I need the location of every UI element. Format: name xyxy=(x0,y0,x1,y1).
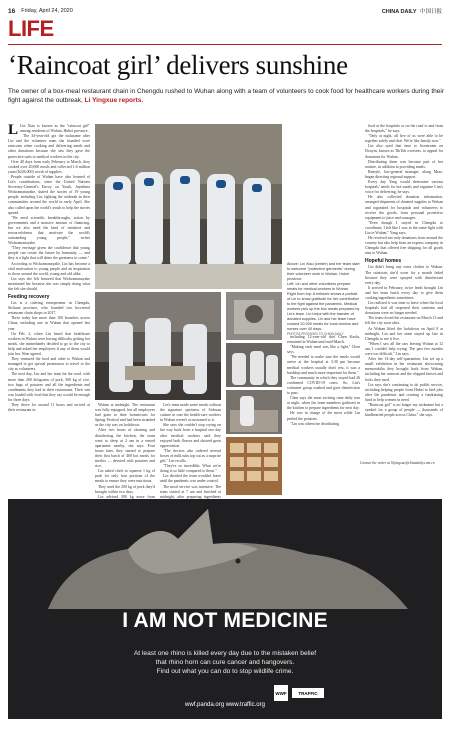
writer-contact: Contact the writer at lilyingxue@chinadaily.com.cn xyxy=(360,461,435,465)
paragraph: The meal service was intensive. The team started at 7 am and finished at midnight, after preparing ingredients xyxy=(160,484,221,499)
paragraph: They ventured the food and other to Wuhan and managed to get special permission to travel to the city as volunteers. xyxy=(8,357,90,372)
paragraph: "They envisage given the confidence that young people can create the future by humanity — and they is a light that will shine the greatness to come." xyxy=(8,246,90,261)
paper-name: CHINA DAILY xyxy=(381,9,417,15)
issue-date: Friday, April 24, 2020 xyxy=(21,8,73,14)
paragraph: He also collected donation information, arranged shipments of donated supplies to Wuhan and organized for hospitals and volunteers to receive the goods, from personal protective equipment to juice and sausages. xyxy=(365,195,443,220)
paragraph: food at the hospitals or on the road to and from the hospitals," he says. xyxy=(365,124,443,134)
paragraph: including 12-year-old chef Chen Kaolu, remained in Wuhan until mid-March. xyxy=(287,335,360,345)
ad-line-2: that rhino horn can cure cancer and hangovers. xyxy=(155,659,295,666)
paragraph: Lin says she's continuing to do public service, including helping people from Hubei to find jobs after the pandemic and creating a fundraising fund to help women in need. xyxy=(365,382,443,402)
masthead-bar xyxy=(8,6,442,16)
headline: ‘Raincoat girl’ delivers sunshine xyxy=(8,50,348,80)
rhino-icon xyxy=(8,499,442,609)
photo-credit: PHOTOS PROVIDED TO CHINA DAILY xyxy=(287,332,344,336)
wwf-advertisement xyxy=(8,499,442,719)
paragraph: "We need scientific breakthroughs, action by governments and a massive amount of financing, but we also need the kind of initiative and resourcefulness that motivate the world's outstanding young people," writes Wickramanayake. xyxy=(8,215,90,246)
paragraph: Lin is a catering entrepreneur in Chengdu, Sichuan province, who founded two box-meal restaurant chain shops in 2017. xyxy=(8,301,90,316)
section-rule xyxy=(8,44,442,45)
paragraph: It arrived in February, twice leads brought Lin and her team lunch every day to give them cooking ingredients sometimes. xyxy=(365,285,443,300)
ad-line-1: At least one rhino is killed every day due to the mistaken belief xyxy=(133,650,317,657)
column-1 xyxy=(8,124,90,496)
column-4 xyxy=(287,335,360,496)
caption-above: Above: Lin Xiao (center) and her team start to welcome "protective garments" during their volunteer work in Wuhan, Hubei province. xyxy=(287,262,360,281)
main-photo xyxy=(95,124,282,289)
paragraph: Lin's team made some meals without the signature spiciness of Sichuan cuisine in case the health-care workers in Wuhan weren't accustomed to it. xyxy=(160,403,221,423)
subheading-feeding: Feeding recovery xyxy=(8,294,50,301)
column-2 xyxy=(95,403,155,499)
paragraph: On Feb. 2, when Lin heard that healthcare workers in Wuhan were having difficulty getting hot meals, she immediately decided to go to the city to help and asked her employees if any of them would join her. Nine agreed. xyxy=(8,331,90,357)
paragraph: Lin realized it was time to leave when the local hospitals had all reopened their canteens and donations were no longer needed. xyxy=(365,301,443,316)
paragraph: He was in charge of the meat while Lin peeled the potatoes. xyxy=(287,411,360,421)
paragraph: Lin asked chefs to squeeze 1 kg of pork for only four portions of the meals to ensure they were nutritious. xyxy=(95,469,155,484)
kitchen-photo-icon xyxy=(95,292,221,400)
paragraph: He received not only donations from around the country but also help from an express company in Chengdu that offered free shipping for all goods sent to Wuhan. xyxy=(365,236,443,256)
paper-name-cn: 中国日报 xyxy=(419,9,442,15)
right-photo-4 xyxy=(226,437,282,495)
paragraph: L Lin Xiao is known as the "raincoat girl" among residents of Wuhan, Hubei province. xyxy=(8,122,90,138)
paragraph: "Even though I stayed in Chengdu to coordinate, I felt like I was in the same fight with Lin in Wuhan," Yang says. xyxy=(365,220,443,235)
paragraph: "Only at night, all five of us were able to be together safely and chat. We're like family now." xyxy=(365,134,443,144)
paragraph: "We needed to make sure the meals would arrive at the hospital at 3:30 pm because medical workers usually don't rest, it was a hardship and much more important for them." xyxy=(287,355,360,375)
wwf-logo-icon: WWF xyxy=(274,685,288,701)
right-photo-2 xyxy=(226,343,282,387)
paragraph: "The doctors also ordered several boxes of milk tubs top cut as a surprise gift," Lin recalls. xyxy=(160,448,221,464)
right-photo-3 xyxy=(226,390,282,434)
paragraph: "Raincoat girl" is no longer my nickname but a symbol for a group of people — thousands of kindhearted people across China," she says. xyxy=(365,402,443,418)
paragraph: The team closed the restaurant on March 13 and left the city soon after. xyxy=(365,316,443,326)
subheading-hopeful: Hopeful homes xyxy=(365,258,402,265)
paragraph: They used the 200 kg of pork they'd brought within two days. xyxy=(95,484,155,494)
column-3 xyxy=(160,403,221,499)
paragraph: After her 14-day self-quarantine, Lin set up a small exhibition in her restaurant showcasing memorabilia they brought back from Wuhan, including her raincoat and the chipped knives and forks they used. xyxy=(365,357,443,382)
paragraph: Over 40 days from early February to March, they cooked over 20,000 meals and collected 1.6 million yuan ($226,000) worth of supplies. xyxy=(8,159,90,174)
paragraph: According to Wickramanayake, Lin has become a vital motivation to young people and an inspiration to those around the world, young and old alike. xyxy=(8,261,90,276)
masthead-right xyxy=(382,7,442,15)
column-5 xyxy=(365,124,443,460)
paragraph: She says she couldn't stop crying on her way back from a hospital one day after medical workers said they enjoyed both flavors and showed great appreciation. xyxy=(160,423,221,448)
paragraph: Lin also used that time to livestream on Douyin, known as TikTok overseas, to appeal for donations for Wuhan. xyxy=(365,144,443,159)
ad-urls: wwf.panda.org www.traffic.org xyxy=(185,702,265,708)
kitchen-photo xyxy=(95,292,221,400)
paragraph: Lin didn't bring any extra clothes to Wuhan. The raincoats she'd worn for a month faded because they were sprayed with disinfectant every day. xyxy=(365,265,443,285)
ad-body xyxy=(8,649,442,676)
paragraph: The next day, Lin and her team hit the road, with more than 200 kilograms of pork, 300 kg of rice, two bags of potatoes and all the ingredients and condiments they had in their restaurants. Their van was loaded with food that they say would be enough for three days. xyxy=(8,372,90,402)
ad-title: I AM NOT MEDICINE xyxy=(122,609,328,632)
deck-text: The owner of a box-meal restaurant chain in Chengdu rushed to Wuhan along with a team of volunteers to cook food for healthcare workers during their fight against the outbreak, xyxy=(8,88,444,104)
portrait-photo-icon xyxy=(226,292,282,340)
paragraph: The 34-year-old got the nickname after Lin and the volunteer team she founded wore raincoats when cooking and delivering meals and other donations because she saw they gave the protective suits to medical workers in the city. xyxy=(8,134,90,159)
paragraph: "When I saw all the cars leaving Wuhan at 12 am, I couldn't help crying. The past few months were too difficult," Lin says. xyxy=(365,341,443,357)
traffic-logo-icon: TRAFFIC xyxy=(292,688,324,698)
paragraph: Rainyle, low-general manager, along Miao, began directing regional support. xyxy=(365,169,443,179)
supplies-photo-icon xyxy=(226,390,282,434)
byline: Li Yingxue reports. xyxy=(84,96,144,104)
photo-captions xyxy=(287,262,360,336)
caption-right: Right from top: A network shows a portrait of Lin to show gratitude for her contribution to the fight against the pandemic. Medical workers pick up the box meals prepared by Lin's team. Lin helps with the transfer of donated supplies. Lin and her team have cooked 20,000 meals for local doctors and nurses over 40 days. xyxy=(287,292,360,331)
ad-line-3: Find out what you can do to stop wildlife crime. xyxy=(156,668,294,675)
paragraph: Wuhan at midnight. The restaurant was fully equipped, but all employees had gone to their hometowns for Spring Festival and had been stranded as the city was on lockdown. xyxy=(95,403,155,428)
caption-left: Left: Lin and other volunteers prepare meals for medical workers in Wuhan. xyxy=(287,282,351,291)
paragraph: As Wuhan lifted the lockdown on April 8 at midnight, Lin and her team stayed up late in Chengdu to see it live. xyxy=(365,326,443,341)
paragraph: Chen says the most exciting time daily was at night, when the team members gathered in the kitchen to prepare ingredients for next day. xyxy=(287,396,360,411)
paragraph: Three today has more than 100 branches across China, including one in Wuhan that opened last year. xyxy=(8,316,90,331)
volunteers-photo-icon xyxy=(95,124,282,289)
masthead-left xyxy=(8,8,73,15)
right-photo-1 xyxy=(226,292,282,340)
paragraph: The community in which they stayed had 26 confirmed COVID-19 cases. So, Lin's volunteer group washed and gave disinfection to pass. xyxy=(287,375,360,396)
paragraph: After two hours of cleaning and disinfecting the kitchen, the team went to sleep at 2 am in a rented apartment nearby, she says. Four hours later, they started to prepare their first batch of 400 hot meals for medics — devoted with potatoes and rice. xyxy=(95,428,155,469)
deck xyxy=(8,88,444,105)
drop-cap: L xyxy=(8,122,19,138)
col1-paras xyxy=(8,124,90,292)
paragraph: Distributing them was become part of her routine, in addition to providing meals. xyxy=(365,159,443,169)
paragraph: Lin decided the team wouldn't leave until the pandemic was under control. xyxy=(160,474,221,484)
paragraph: People outside of Wuhan have also learned of Lin's contributions, since the United Nations Secretary-General's Envoy on Youth, Jayathma Wickramanayake, shared the stories of 19 young people, including Lin, fighting the outbreak in their communities around the world in early April. She also called upon the world's youth to help the stories spread. xyxy=(8,174,90,215)
paragraph: "Making each meal was like a fight," Chen says. xyxy=(287,345,360,355)
page-number: 16 xyxy=(8,7,16,15)
paragraph: Lin says she felt honored that Wickramanayake mentioned her because she was simply doing what she felt she should. xyxy=(8,276,90,291)
meals-photo-icon xyxy=(226,437,282,495)
paragraph: They drove for around 11 hours and arrived at their restaurant in xyxy=(8,402,90,413)
ad-logos xyxy=(274,685,324,701)
paragraph: Lin advised 300 kg more from xyxy=(98,494,155,499)
paragraph: "Lin was otherwise distributing xyxy=(290,421,340,426)
section-title: LIFE xyxy=(8,16,54,41)
paragraph: "They're so incredible. What we're doing is so little compared to them." xyxy=(160,464,221,474)
paragraph: Every day Yang would determine various hospitals' needs for hot meals and organize Lim's voice for delivering, he says. xyxy=(365,180,443,195)
medics-photo-icon xyxy=(226,343,282,387)
